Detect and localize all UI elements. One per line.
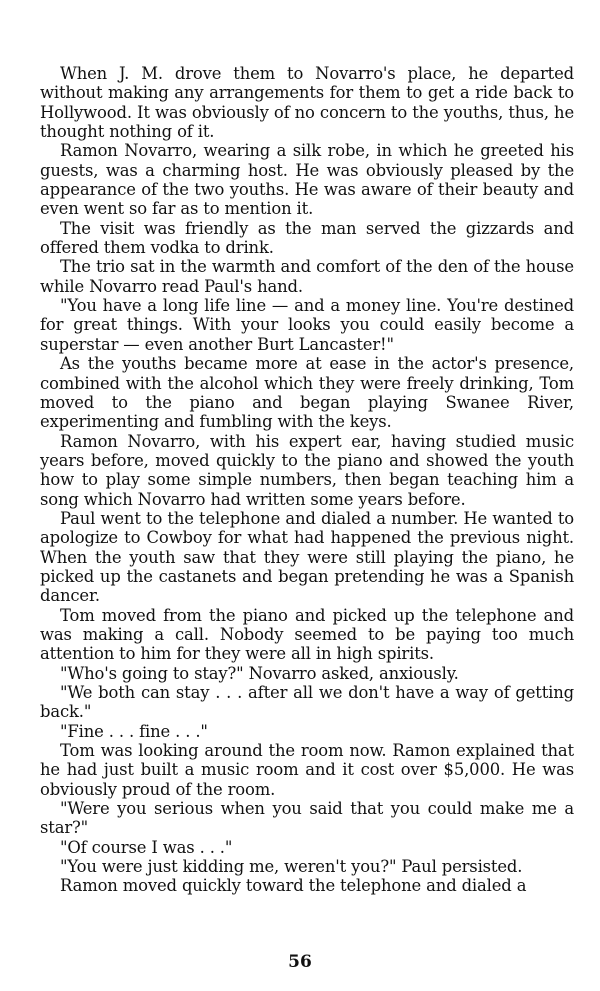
paragraph: "You were just kidding me, weren't you?" Paul persisted. <box>60 857 523 877</box>
paragraph: The trio sat in the warmth and comfort of the den of the house while Novarro read Paul's hand. <box>40 257 574 296</box>
paragraph: "Who's going to stay?" Novarro asked, anxiously. <box>60 663 459 683</box>
paragraph: "You have a long life line — and a money line. You're destined for great things. With your looks you could easily become a superstar — even another Burt Lancaster!" <box>40 296 574 354</box>
paragraph: "Were you serious when you said that you could make me a star?" <box>40 799 574 838</box>
page-body <box>40 64 574 896</box>
paragraph: "Of course I was . . ." <box>60 837 233 857</box>
paragraph: Tom moved from the piano and picked up the telephone and was making a call. Nobody seemed to be paying too much attention to him for they were all in high spirits. <box>40 605 574 664</box>
paragraph: "We both can stay . . . after all we don't have a way of getting back." <box>40 683 574 722</box>
paragraph: Ramon Novarro, wearing a silk robe, in which he greeted his guests, was a charming host. He was obviously pleased by the appearance of the two youths. He was aware of their beauty and even went so far as to mention it. <box>40 141 574 219</box>
paragraph: As the youths became more at ease in the actor's presence, combined with the alcohol which they were freely drinking, Tom moved to the piano and began playing Swanee River, experimenting and fumbling with the keys. <box>40 354 574 432</box>
page-number: 56 <box>288 952 312 972</box>
paragraph: The visit was friendly as the man served the gizzards and offered them vodka to drink. <box>40 218 574 258</box>
paragraph: Ramon Novarro, with his expert ear, having studied music years before, moved quickly to the piano and showed the youth how to play some simple numbers, then began teaching him a song which Novarro had written some years before. <box>40 431 574 509</box>
paragraph: Tom was looking around the room now. Ramon explained that he had just built a music room and it cost over $5,000. He was obviously proud of the room. <box>40 741 574 799</box>
paragraph: Paul went to the telephone and dialed a number. He wanted to apologize to Cowboy for what had happened the previous night. When the youth saw that they were still playing the piano, he picked up the castanets and began pretending he was a Spanish dancer. <box>40 508 574 606</box>
paragraph: "Fine . . . fine . . ." <box>60 721 208 741</box>
paragraph: When J. M. drove them to Novarro's place, he departed without making any arrangements for them to get a ride back to Hollywood. It was obviously of no concern to the youths, thus, he thought nothing of it. <box>40 64 574 142</box>
paragraph: Ramon moved quickly toward the telephone and dialed a <box>60 876 527 896</box>
